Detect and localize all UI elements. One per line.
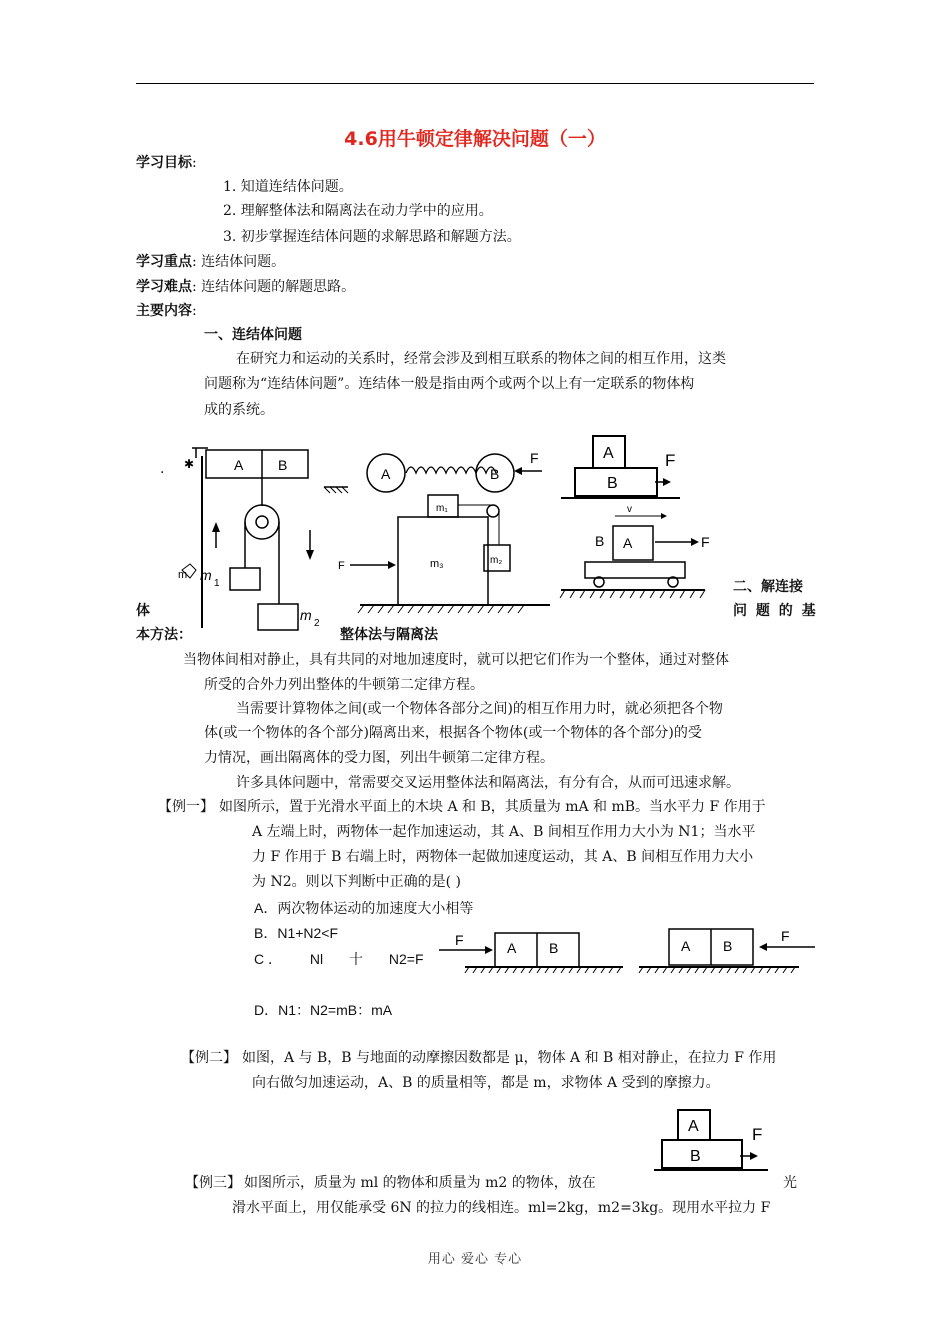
goal-item: 3. 初步掌握连结体问题的求解思路和解题方法。 [223, 229, 521, 245]
fig2-b: B [490, 466, 500, 482]
section2-para: 当需要计算物体之间(或一个物体各部分之间)的相互作用力时，就必须把各个物 [236, 701, 723, 717]
header-rule [136, 83, 814, 84]
fig4-b: B [607, 475, 618, 492]
goals-colon: : [192, 155, 197, 171]
fig3-m1: m₁ [436, 503, 448, 514]
fig2-a: A [381, 466, 391, 482]
ex1-left-b: B [549, 940, 559, 956]
fig5-v: v [627, 504, 632, 515]
focus-line [136, 251, 285, 273]
stacked-blocks-figure [555, 430, 725, 610]
fig1-m2-sub: 2 [314, 618, 320, 629]
example2-line: 如图，A 与 B，B 与地面的动摩擦因数都是 μ，物体 A 和 B 相对静止，在拉力 F 作用 [242, 1050, 777, 1066]
example3-tag: 【例三】 [185, 1175, 241, 1191]
fig2-f: F [530, 450, 539, 466]
svg-text:✱: ✱ [184, 457, 195, 471]
option-c-n1: Nl [309, 951, 324, 967]
ex1-right-f: F [781, 928, 790, 944]
page-footer: 用心 爱心 专心 [427, 1252, 523, 1267]
section2-para: 许多具体问题中，常需要交叉运用整体法和隔离法，有分有合，从而可迅速求解。 [236, 775, 740, 791]
section1-heading: 一、连结体问题 [204, 327, 302, 343]
focus-heading: 学习重点 [136, 254, 192, 270]
section2-para: 力情况，画出隔离体的受力图，列出牛顿第二定律方程。 [204, 750, 554, 766]
ex1-right-a: A [681, 938, 691, 954]
goal-item: 1. 知道连结体问题。 [223, 179, 353, 195]
fig1-a: A [234, 457, 244, 473]
example1-option-a: A．两次物体运动的加速度大小相等 [254, 900, 474, 916]
fig3-m2: m₂ [490, 555, 503, 566]
difficulty-heading: 学习难点 [136, 279, 192, 295]
section2-heading-line2: 本方法： [136, 627, 192, 643]
ex3-b: B [690, 1148, 701, 1165]
ex1-left-f: F [455, 932, 464, 948]
section2-heading-right2: 问 题 的 基 [733, 603, 818, 619]
section1-para: 成的系统。 [204, 402, 274, 418]
example1-option-b: B．N1+N2<F [254, 925, 339, 941]
main-colon: : [192, 303, 197, 319]
example1-line: 为 N2。则以下判断中正确的是( ) [252, 874, 461, 890]
section2-heading-right1: 二、解连接 [733, 579, 803, 595]
ex1-right-b: B [723, 938, 733, 954]
example2-line: 向右做匀加速运动，A、B 的质量相等，都是 m，求物体 A 受到的摩擦力。 [252, 1075, 720, 1091]
example1-option-d: D．N1：N2=mB：mA [254, 1002, 393, 1018]
example3-figure [650, 1106, 780, 1178]
option-c-plus: 十 [349, 951, 364, 967]
ex3-f: F [752, 1125, 763, 1144]
example1-line: A 左端上时，两物体一起作加速运动，其 A、B 间相互作用力大小为 N1；当水平 [252, 824, 756, 840]
main-line [136, 300, 197, 322]
difficulty-text: : 连结体问题的解题思路。 [192, 279, 356, 295]
difficulty-line [136, 276, 355, 298]
section2-method: 整体法与隔离法 [340, 627, 438, 643]
fig1-m2: m [300, 607, 312, 623]
goals-heading-line [136, 152, 197, 174]
ex1-left-a: A [507, 940, 517, 956]
section2-para: 当物体间相对静止，具有共同的对地加速度时，就可以把它们作为一个整体，通过对整体 [183, 652, 729, 668]
fig-dot: · [160, 465, 165, 481]
page-title: 4.6用牛顿定律解决问题（一） [344, 128, 606, 150]
fig1-m1-sub: 1 [214, 578, 220, 589]
example3-line: 如图所示，质量为 ml 的物体和质量为 m2 的物体，放在 [244, 1175, 596, 1191]
example3-line: 滑水平面上，用仅能承受 6N 的拉力的线相连。ml=2kg，m2=3kg。现用水平拉力 F [232, 1200, 771, 1216]
example3-line: 光 [783, 1175, 797, 1191]
example1-figure [435, 925, 825, 985]
example2-tag: 【例二】 [181, 1050, 237, 1066]
example1-option-c [254, 948, 424, 970]
fig1-side-m: m [178, 569, 188, 581]
fig5-a: A [623, 535, 633, 551]
example1-line: 力 F 作用于 B 右端上时，两物体一起做加速度运动，其 A、B 间相互作用力大小 [252, 849, 754, 865]
main-heading: 主要内容 [136, 303, 192, 319]
section2-para: 体(或一个物体的各个部分)隔离出来，根据各个物体(或一个物体的各个部分)的受 [204, 725, 702, 741]
option-c-label: C ． [254, 951, 282, 967]
fig3-m3: m₃ [430, 558, 444, 570]
spring-block-figure [320, 445, 550, 615]
section2-para: 所受的合外力列出整体的牛顿第二定律方程。 [204, 677, 484, 693]
focus-text: : 连结体问题。 [192, 254, 286, 270]
section1-para: 在研究力和运动的关系时，经常会涉及到相互联系的物体之间的相互作用，这类 [236, 351, 726, 367]
goal-item: 2. 理解整体法和隔离法在动力学中的应用。 [223, 203, 493, 219]
section2-heading-left: 体 [136, 603, 150, 619]
example1-tag: 【例一】 [158, 799, 214, 815]
fig1-m1: m [200, 567, 212, 583]
fig4-a: A [603, 445, 614, 462]
fig5-f: F [701, 534, 710, 550]
fig5-b: B [595, 533, 605, 549]
fig1-b: B [278, 457, 288, 473]
goals-heading: 学习目标 [136, 155, 192, 171]
fig4-f: F [665, 451, 676, 470]
example1-line: 如图所示，置于光滑水平面上的木块 A 和 B，其质量为 mA 和 mB。当水平力 F 作用于 [219, 799, 766, 815]
section1-para: 问题称为“连结体问题”。连结体一般是指由两个或两个以上有一定联系的物体构 [204, 376, 695, 392]
fig3-f: F [338, 560, 345, 572]
ex3-a: A [688, 1118, 699, 1135]
option-c-n2: N2=F [388, 951, 424, 967]
